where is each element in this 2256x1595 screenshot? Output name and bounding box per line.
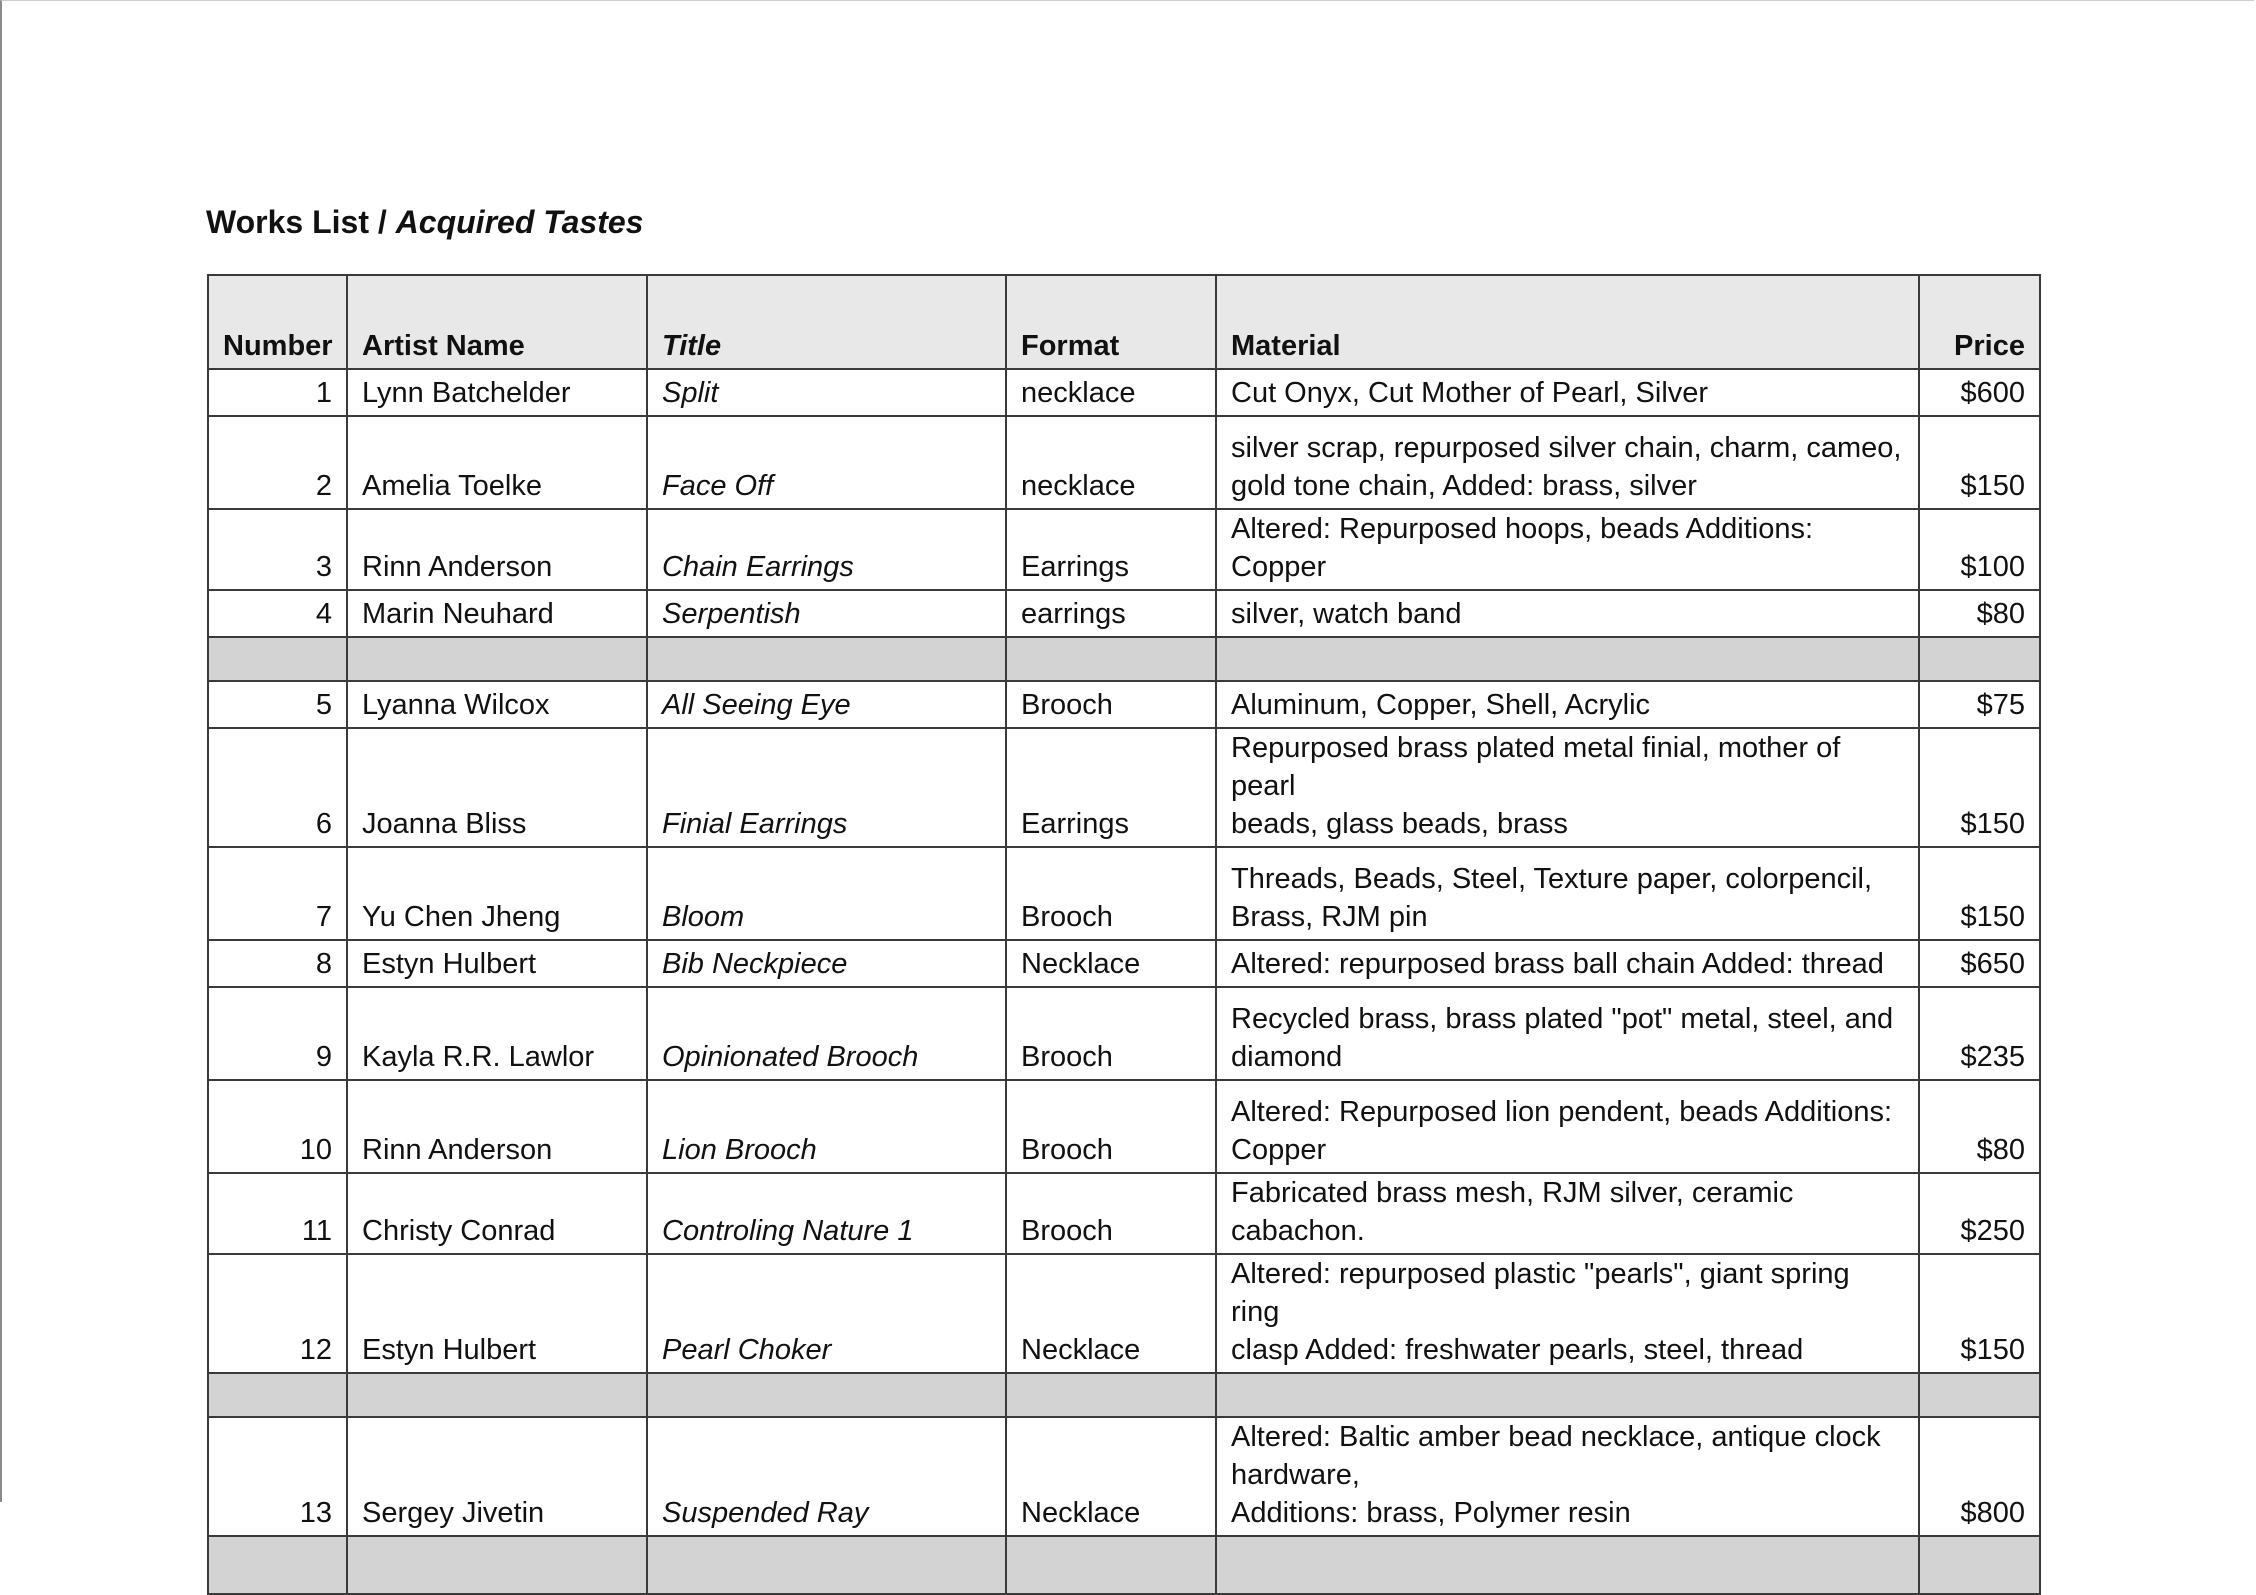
cell-format: necklace bbox=[1006, 369, 1216, 416]
header-format: Format bbox=[1006, 275, 1216, 369]
cell-material: Aluminum, Copper, Shell, Acrylic bbox=[1216, 681, 1919, 728]
cell-price: $600 bbox=[1919, 369, 2040, 416]
cell-format: Brooch bbox=[1006, 681, 1216, 728]
spacer-cell bbox=[347, 1373, 647, 1417]
cell-material: Altered: Baltic amber bead necklace, antique clock hardware, Additions: brass, Polymer resin bbox=[1216, 1417, 1919, 1536]
table-row bbox=[208, 1080, 2040, 1173]
table-row bbox=[208, 1417, 2040, 1536]
header-material: Material bbox=[1216, 275, 1919, 369]
spacer-cell bbox=[208, 1373, 347, 1417]
cell-format: Earrings bbox=[1006, 509, 1216, 590]
cell-format: Necklace bbox=[1006, 1417, 1216, 1536]
cell-material: Altered: repurposed brass ball chain Added: thread bbox=[1216, 940, 1919, 987]
cell-number: 2 bbox=[208, 416, 347, 509]
cell-artist: Rinn Anderson bbox=[347, 1080, 647, 1173]
cell-artist: Christy Conrad bbox=[347, 1173, 647, 1254]
cell-format: necklace bbox=[1006, 416, 1216, 509]
cell-format: earrings bbox=[1006, 590, 1216, 637]
header-price: Price bbox=[1919, 275, 2040, 369]
table-row bbox=[208, 847, 2040, 940]
cell-material: silver scrap, repurposed silver chain, charm, cameo, gold tone chain, Added: brass, silver bbox=[1216, 416, 1919, 509]
cell-artist: Lynn Batchelder bbox=[347, 369, 647, 416]
table-row bbox=[208, 1254, 2040, 1373]
cell-format: Brooch bbox=[1006, 1173, 1216, 1254]
table-row bbox=[208, 728, 2040, 847]
title-plain: Works List bbox=[206, 204, 369, 240]
cell-number: 10 bbox=[208, 1080, 347, 1173]
cell-artist: Sergey Jivetin bbox=[347, 1417, 647, 1536]
spacer-cell bbox=[208, 1536, 347, 1594]
spacer-row bbox=[208, 1373, 2040, 1417]
cell-title: Bib Neckpiece bbox=[647, 940, 1006, 987]
title-italic: Acquired Tastes bbox=[395, 204, 644, 240]
cell-title: Face Off bbox=[647, 416, 1006, 509]
cell-material: Cut Onyx, Cut Mother of Pearl, Silver bbox=[1216, 369, 1919, 416]
header-artist: Artist Name bbox=[347, 275, 647, 369]
table-row bbox=[208, 369, 2040, 416]
cell-artist: Rinn Anderson bbox=[347, 509, 647, 590]
cell-artist: Lyanna Wilcox bbox=[347, 681, 647, 728]
document-title bbox=[206, 204, 643, 241]
spacer-cell bbox=[347, 1536, 647, 1594]
spacer-cell bbox=[1216, 637, 1919, 681]
cell-format: Brooch bbox=[1006, 847, 1216, 940]
cell-number: 8 bbox=[208, 940, 347, 987]
cell-material: Altered: Repurposed lion pendent, beads Additions: Copper bbox=[1216, 1080, 1919, 1173]
cell-material: Recycled brass, brass plated "pot" metal, steel, and diamond bbox=[1216, 987, 1919, 1080]
spacer-cell bbox=[1216, 1536, 1919, 1594]
title-separator: / bbox=[369, 204, 396, 240]
cell-title: Opinionated Brooch bbox=[647, 987, 1006, 1080]
cell-material: Altered: Repurposed hoops, beads Additions: Copper bbox=[1216, 509, 1919, 590]
cell-title: Serpentish bbox=[647, 590, 1006, 637]
cell-title: Suspended Ray bbox=[647, 1417, 1006, 1536]
cell-number: 7 bbox=[208, 847, 347, 940]
cell-price: $800 bbox=[1919, 1417, 2040, 1536]
spacer-cell bbox=[647, 637, 1006, 681]
cell-title: Controling Nature 1 bbox=[647, 1173, 1006, 1254]
cell-format: Necklace bbox=[1006, 940, 1216, 987]
cell-number: 3 bbox=[208, 509, 347, 590]
cell-artist: Estyn Hulbert bbox=[347, 940, 647, 987]
cell-number: 12 bbox=[208, 1254, 347, 1373]
spacer-row bbox=[208, 1536, 2040, 1594]
cell-material: Altered: repurposed plastic "pearls", giant spring ring clasp Added: freshwater pearls, steel, thread bbox=[1216, 1254, 1919, 1373]
spacer-cell bbox=[1006, 1536, 1216, 1594]
cell-price: $80 bbox=[1919, 590, 2040, 637]
spacer-cell bbox=[1006, 1373, 1216, 1417]
cell-price: $150 bbox=[1919, 1254, 2040, 1373]
cell-title: All Seeing Eye bbox=[647, 681, 1006, 728]
spacer-row bbox=[208, 637, 2040, 681]
cell-artist: Estyn Hulbert bbox=[347, 1254, 647, 1373]
cell-format: Earrings bbox=[1006, 728, 1216, 847]
cell-price: $80 bbox=[1919, 1080, 2040, 1173]
spacer-cell bbox=[208, 637, 347, 681]
cell-price: $150 bbox=[1919, 847, 2040, 940]
cell-format: Necklace bbox=[1006, 1254, 1216, 1373]
spacer-cell bbox=[1216, 1373, 1919, 1417]
spacer-cell bbox=[1919, 1536, 2040, 1594]
cell-format: Brooch bbox=[1006, 987, 1216, 1080]
cell-price: $150 bbox=[1919, 416, 2040, 509]
cell-number: 1 bbox=[208, 369, 347, 416]
cell-price: $75 bbox=[1919, 681, 2040, 728]
cell-material: Fabricated brass mesh, RJM silver, ceramic cabachon. bbox=[1216, 1173, 1919, 1254]
spacer-cell bbox=[647, 1373, 1006, 1417]
cell-number: 11 bbox=[208, 1173, 347, 1254]
cell-artist: Yu Chen Jheng bbox=[347, 847, 647, 940]
cell-number: 4 bbox=[208, 590, 347, 637]
cell-material: silver, watch band bbox=[1216, 590, 1919, 637]
cell-price: $150 bbox=[1919, 728, 2040, 847]
cell-title: Bloom bbox=[647, 847, 1006, 940]
spacer-cell bbox=[1919, 637, 2040, 681]
spacer-cell bbox=[647, 1536, 1006, 1594]
cell-title: Chain Earrings bbox=[647, 509, 1006, 590]
cell-number: 9 bbox=[208, 987, 347, 1080]
table-row bbox=[208, 1173, 2040, 1254]
table-row bbox=[208, 416, 2040, 509]
cell-price: $650 bbox=[1919, 940, 2040, 987]
cell-title: Finial Earrings bbox=[647, 728, 1006, 847]
cell-number: 5 bbox=[208, 681, 347, 728]
header-number: Number bbox=[208, 275, 347, 369]
cell-title: Split bbox=[647, 369, 1006, 416]
spacer-cell bbox=[1919, 1373, 2040, 1417]
cell-artist: Amelia Toelke bbox=[347, 416, 647, 509]
cell-number: 6 bbox=[208, 728, 347, 847]
cell-title: Lion Brooch bbox=[647, 1080, 1006, 1173]
cell-material: Threads, Beads, Steel, Texture paper, colorpencil, Brass, RJM pin bbox=[1216, 847, 1919, 940]
cell-number: 13 bbox=[208, 1417, 347, 1536]
cell-artist: Kayla R.R. Lawlor bbox=[347, 987, 647, 1080]
cell-price: $100 bbox=[1919, 509, 2040, 590]
table-row bbox=[208, 509, 2040, 590]
cell-material: Repurposed brass plated metal finial, mother of pearl beads, glass beads, brass bbox=[1216, 728, 1919, 847]
spacer-cell bbox=[1006, 637, 1216, 681]
header-row bbox=[208, 275, 2040, 369]
table-row bbox=[208, 987, 2040, 1080]
works-table bbox=[207, 274, 2041, 1595]
table-row bbox=[208, 590, 2040, 637]
spacer-cell bbox=[347, 637, 647, 681]
cell-price: $235 bbox=[1919, 987, 2040, 1080]
cell-artist: Marin Neuhard bbox=[347, 590, 647, 637]
cell-title: Pearl Choker bbox=[647, 1254, 1006, 1373]
header-title: Title bbox=[647, 275, 1006, 369]
table-row bbox=[208, 940, 2040, 987]
table-row bbox=[208, 681, 2040, 728]
cell-artist: Joanna Bliss bbox=[347, 728, 647, 847]
cell-format: Brooch bbox=[1006, 1080, 1216, 1173]
cell-price: $250 bbox=[1919, 1173, 2040, 1254]
